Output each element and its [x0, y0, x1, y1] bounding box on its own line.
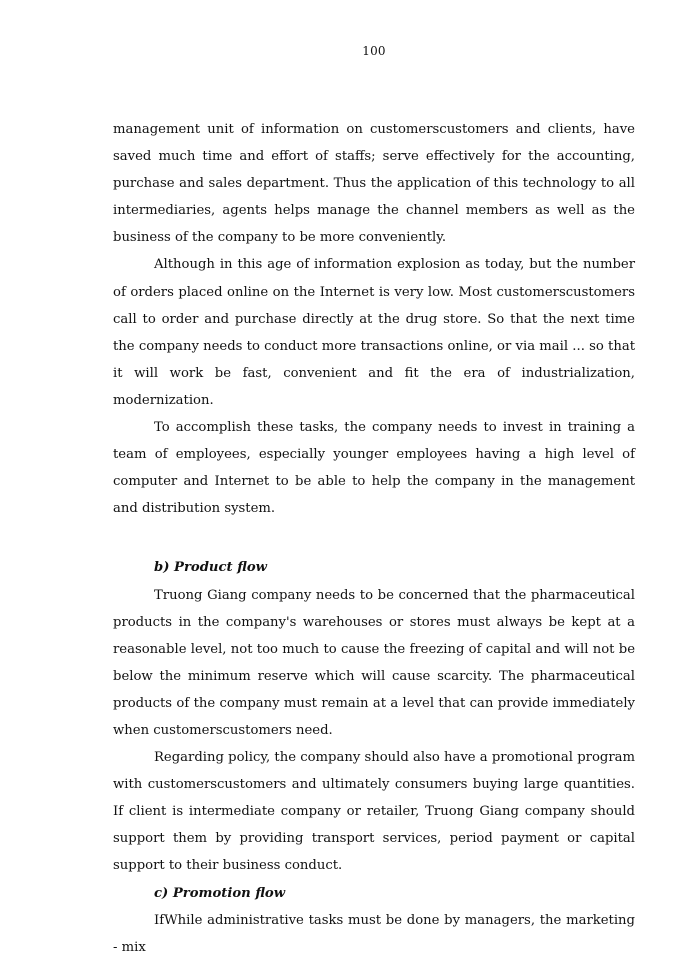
paragraph-promotional-policy: Regarding policy, the company should also have a promotional program with customerscustomers and ultimately consumers buying large quantities. If client is intermediate company or retailer, Truong Giang company should support them by providing transport services, period payment or capital support to their business conduct. [113, 750, 636, 874]
heading-promotion-flow: c) Promotion flow [154, 885, 286, 901]
section-spacer [113, 522, 635, 554]
heading-product-flow: b) Product flow [154, 560, 267, 576]
paragraph-inventory-level: Truong Giang company needs to be concerned that the pharmaceutical products in the company's warehouses or stores must always be kept at a reasonable level, not too much to cause the freezing of capital and will not be below the minimum reserve which will cause scarcity. The pharmaceutical products of the company must remain at a level that can provide immediately when customerscustomers need. [113, 587, 635, 738]
page-number: 100 [362, 44, 386, 58]
paragraph-marketing-mix: IfWhile administrative tasks must be done by managers, the marketing - mix [113, 912, 635, 955]
paragraph-online-orders: Although in this age of information explosion as today, but the number of orders placed online on the Internet is very low. Most customerscustomers call to order and purchase directly at the drug store. So that the next time the company needs to conduct more transactions online, or via mail ... so that it will work be fast, convenient and fit the era of industrialization, modernization. [113, 257, 635, 408]
body-text [113, 116, 635, 961]
paragraph-training: To accomplish these tasks, the company needs to invest in training a team of employees, especially younger employees having a high level of computer and Internet to be able to help the company in the management and distribution system. [113, 420, 635, 517]
paragraph-channel-management: management unit of information on customerscustomers and clients, have saved much time and effort of staffs; serve effectively for the accounting, purchase and sales department. Thus the application of this technology to all intermediaries, agents helps manage the channel members as well as the business of the company to be more conveniently. [113, 122, 635, 246]
